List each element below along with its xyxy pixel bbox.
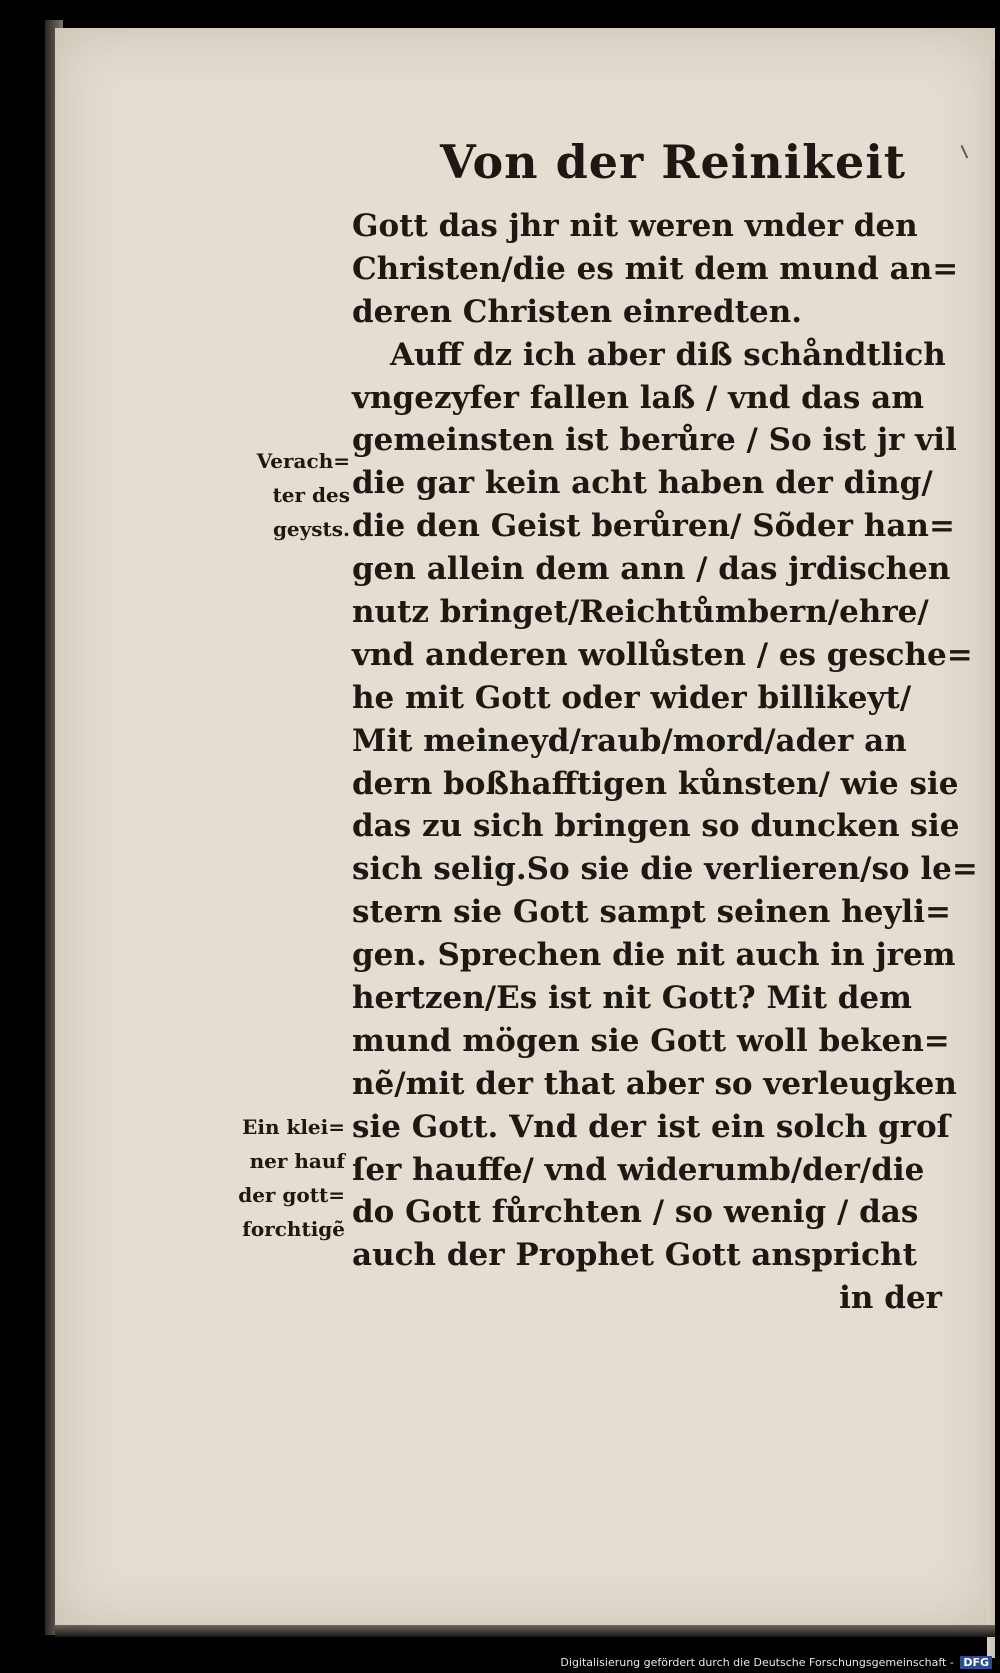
margin-note-line: forchtigẽ bbox=[242, 1217, 345, 1241]
text-line: vngezyfer fallen laß / vnd das am bbox=[352, 379, 925, 416]
text-line: gen. Sprechen die nit auch in jrem bbox=[352, 937, 956, 974]
text-line: deren Christen einredten. bbox=[352, 293, 803, 330]
body-text bbox=[352, 205, 978, 1320]
credit-text: Digitalisierung gefördert durch die Deutsche Forschungsgemeinschaft - bbox=[560, 1656, 954, 1669]
margin-note-line: Ein klei= bbox=[242, 1115, 345, 1139]
text-line: die den Geist berůren/ Sõder han= bbox=[352, 508, 955, 545]
dfg-logo: DFG bbox=[960, 1656, 992, 1669]
text-line: gen allein dem ann / das jrdischen bbox=[352, 551, 951, 588]
text-line: ſer hauffe/ vnd widerumb/der/die bbox=[352, 1151, 925, 1188]
margin-note-line: geysts. bbox=[272, 517, 350, 541]
text-line: sich selig.So sie die verlieren/so le= bbox=[352, 851, 978, 888]
text-line: nutz bringet/Reichtůmbern/ehre/ bbox=[352, 594, 929, 631]
text-line: mund mögen sie Gott woll beken= bbox=[352, 1022, 950, 1059]
text-line: hertzen/Es ist nit Gott? Mit dem bbox=[352, 980, 912, 1017]
text-line: Christen/die es mit dem mund an= bbox=[352, 250, 959, 287]
digitization-credit bbox=[560, 1656, 992, 1669]
text-line: Auff dz ich aber diß schåndtlich bbox=[390, 336, 946, 373]
margin-note-line: ner hauf bbox=[249, 1149, 345, 1173]
margin-note-line: Verach= bbox=[256, 449, 350, 473]
text-line: he mit Gott oder wider billikeyt/ bbox=[352, 679, 912, 716]
text-line: stern sie Gott sampt seinen heyli= bbox=[352, 894, 951, 931]
text-line: das zu sich bringen so duncken sie bbox=[352, 808, 960, 845]
text-line: do Gott fůrchten / so wenig / das bbox=[352, 1194, 919, 1231]
margin-note-verachter bbox=[210, 444, 350, 546]
margin-note-line: der gott= bbox=[238, 1183, 345, 1207]
text-line: Mit meineyd/raub/mord/ader an bbox=[352, 722, 907, 759]
text-line: gemeinsten ist berůre / So ist jr vil bbox=[352, 422, 957, 459]
text-line: sie Gott. Vnd der ist ein solch groſ bbox=[352, 1108, 951, 1145]
margin-note-line: ter des bbox=[272, 483, 350, 507]
text-line: vnd anderen wollůsten / es gesche= bbox=[352, 636, 973, 673]
text-line: nẽ/mit der that aber so verleugken bbox=[352, 1065, 957, 1102]
text-line: auch der Prophet Gott anspricht bbox=[352, 1237, 917, 1274]
text-line: Gott das jhr nit weren vnder den bbox=[352, 208, 918, 244]
margin-note-gottforchtige bbox=[205, 1110, 345, 1246]
page-bottom-shadow bbox=[55, 1625, 995, 1637]
page-edge bbox=[987, 58, 995, 1658]
text-line: dern boßhafftigen kůnsten/ wie sie bbox=[352, 765, 959, 802]
text-line: die gar kein acht haben der ding/ bbox=[352, 465, 933, 502]
catchword: in der bbox=[839, 1280, 942, 1317]
page-heading: Von der Reinikeit bbox=[440, 135, 907, 189]
